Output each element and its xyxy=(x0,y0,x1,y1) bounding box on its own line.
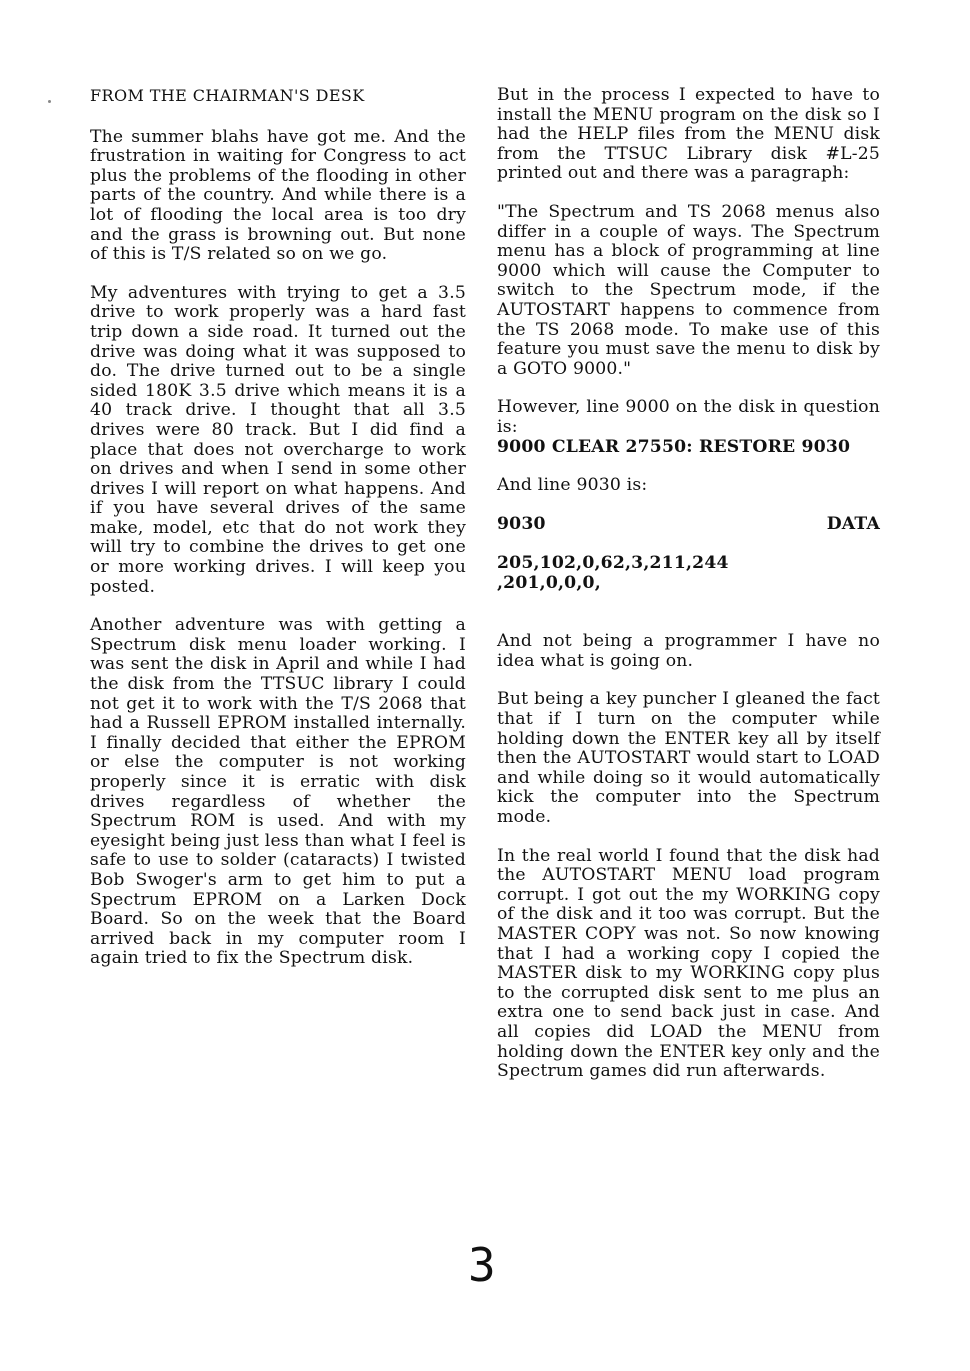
paragraph-key-puncher: But being a key puncher I gleaned the fact that if I turn on the computer while holding down the ENTER key all by itself then the AUTOSTART would start to LOAD and while doing so it would automatically kick the computer into the Spectrum mode. xyxy=(497,689,880,827)
paragraph-summer-blahs: The summer blahs have got me. And the frustration in waiting for Congress to act plus the problems of the flooding in other parts of the country. And while there is a lot of flooding the local area is too dry and the grass is browning out. But none of this is T/S related so on we go. xyxy=(90,126,466,265)
article-heading: FROM THE CHAIRMAN'S DESK xyxy=(90,86,365,105)
code-data-keyword: DATA xyxy=(826,514,880,535)
left-column xyxy=(90,86,466,988)
code-data-values: 205,102,0,62,3,211,244 ,201,0,0,0, xyxy=(497,553,729,594)
code-line-9030-header xyxy=(497,515,880,535)
page-number: 3 xyxy=(468,1238,496,1292)
code-line-9030 xyxy=(497,496,880,614)
paragraph-line-9030: And line 9030 is: xyxy=(497,475,648,496)
quoted-help-text: "The Spectrum and TS 2068 menus also differ in a couple of ways. The Spectrum menu has a block of programming at line 9000 which will cause the Computer to switch to the Spectrum mode, if the AUTOSTART happens to commence from the TS 2068 mode. To make use of this feature you must save the menu to disk by a GOTO 9000." xyxy=(497,201,880,379)
paragraph-not-programmer: And not being a programmer I have no idea what is going on. xyxy=(497,631,880,671)
right-column xyxy=(497,86,880,1101)
paragraph-drive-adventure: My adventures with trying to get a 3.5 drive to work properly was a hard fast trip down a side road. It turned out the drive was doing what it was supposed to do. The drive turned out to be a single sided 180K 3.5 drive which means it is a 40 track drive. I thought that all 3.5 drives were 80 track. But I did find a place that does not overcharge to work on drives and when I send in some other drives I will report on what happens. And if you have several drives of the same make, model, etc that do not work they will try to combine the drives to get one or more working drives. I will keep you posted. xyxy=(90,282,466,597)
paragraph-real-world: In the real world I found that the disk had the AUTOSTART MENU load program corrupt. I got out the my WORKING copy of the disk and it too was corrupt. But the MASTER COPY was not. So now knowing that I had a working copy I copied the MASTER disk to my WORKING copy plus to the corrupted disk sent to me plus an extra one to send back just in case. And all copies did LOAD the MENU from holding down the ENTER key only and the Spectrum games did run afterwards. xyxy=(497,845,880,1082)
paragraph-help-files: But in the process I expected to have to install the MENU program on the disk so I had the HELP files from the MENU disk from the TTSUC Library disk #L-25 printed out and there was a paragraph: xyxy=(497,85,880,184)
paragraph-menu-loader: Another adventure was with getting a Spectrum disk menu loader working. I was sent the disk in April and while I had the disk from the TTSUC library I could not get it to work with the T/S 2068 that had a Russell EPROM installed internally. I finally decided that either the EPROM or else the computer is not working properly since it is erratic with disk drives regardless of whether the Spectrum ROM is used. And with my eyesight being just less than what I feel is safe to use to solder (cataracts) I twisted Bob Swoger's arm to get him to put a Spectrum EPROM on a Larken Dock Board. So on the week that the Board arrived back in my computer room I again tried to fix the Spectrum disk. xyxy=(90,615,466,969)
code-line-number: 9030 xyxy=(497,514,546,535)
scan-speck xyxy=(48,100,51,103)
paragraph-line-9000: However, line 9000 on the disk in question is: xyxy=(497,397,880,437)
code-line-9000: 9000 CLEAR 27550: RESTORE 9030 xyxy=(497,436,851,457)
